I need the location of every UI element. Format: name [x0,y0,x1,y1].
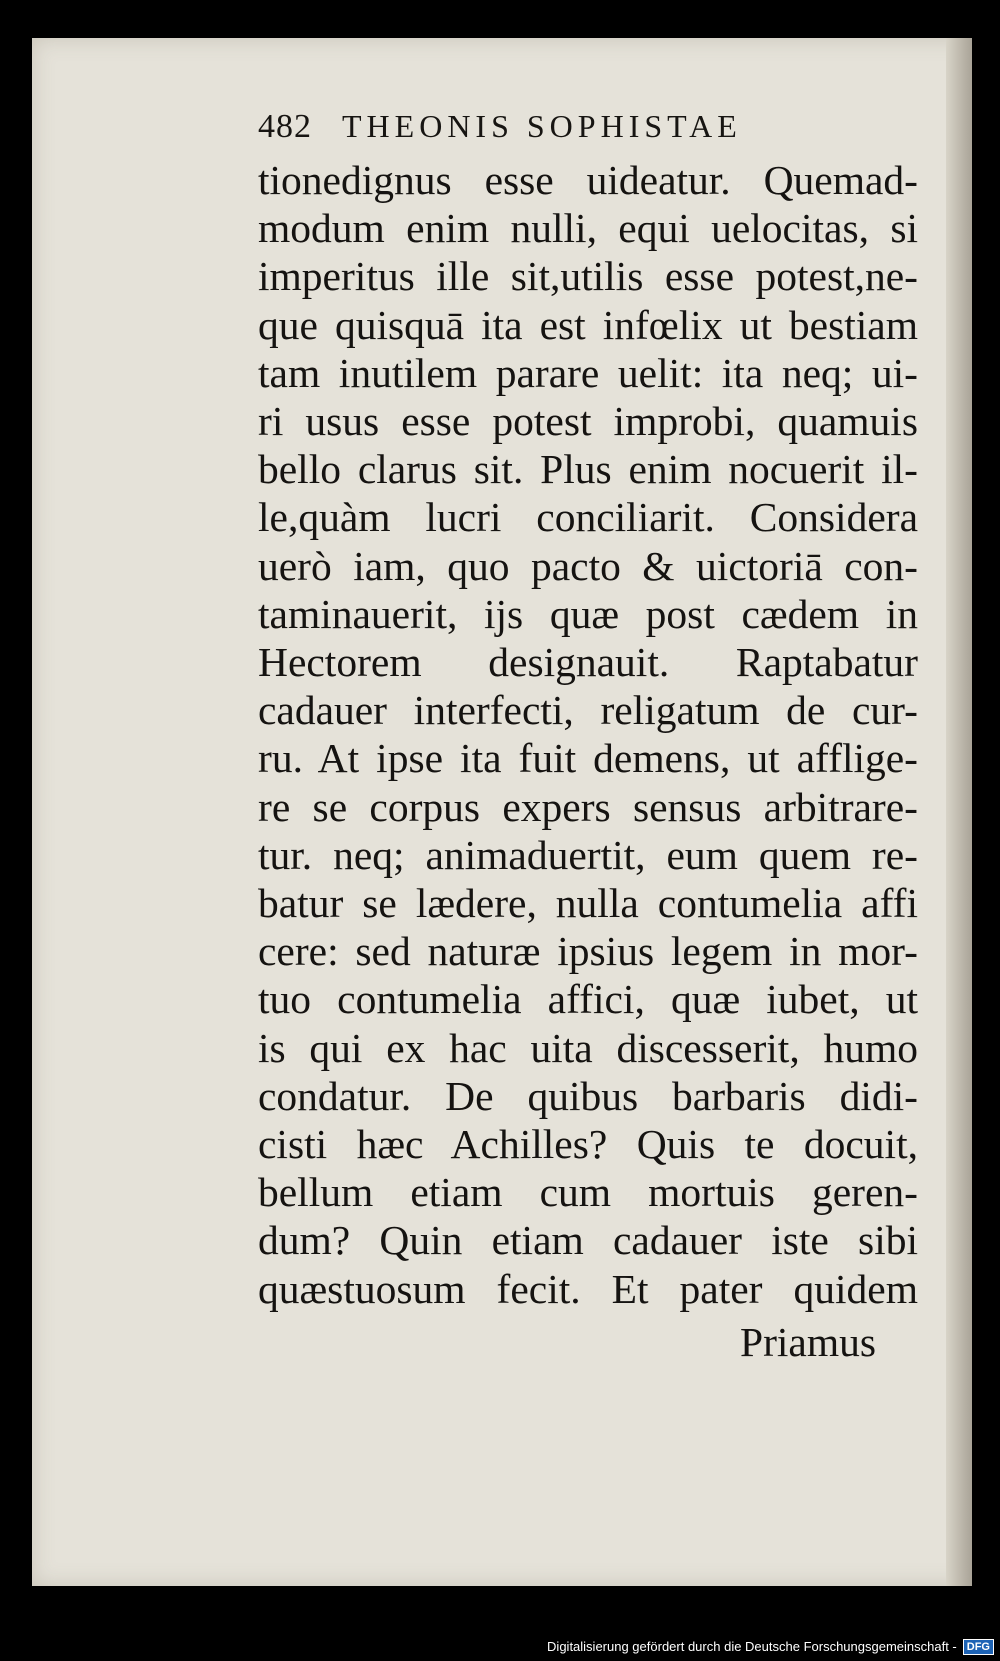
page-edge-shadow [946,38,972,1586]
running-title: THEONIS SOPHISTAE [342,108,742,144]
text-line: quæstuosum fecit. Et pater quidem [258,1265,918,1312]
text-line: re se corpus expers sensus arbitrare- [258,783,918,830]
body-text [258,156,918,1313]
text-line: bellum etiam cum mortuis geren- [258,1169,918,1216]
text-line: tur. neq; animaduertit, eum quem re- [258,831,918,878]
text-line: ru. At ipse ita fuit demens, ut afflige- [258,735,918,782]
text-line: Hectorem designauit. Raptabatur [258,639,918,686]
text-line: tam inutilem parare uelit: ita neq; ui- [258,349,918,396]
text-line: is qui ex hac uita discesserit, humo [258,1024,918,1071]
text-line: batur se lædere, nulla contumelia affi [258,880,918,927]
text-line: que quisquā ita est infœlix ut bestiam [258,301,918,348]
text-line: dum? Quin etiam cadauer iste sibi [258,1217,918,1264]
text-line: cisti hæc Achilles? Quis te docuit, [258,1121,918,1168]
text-line: uerò iam, quo pacto & uictoriā con- [258,542,918,589]
funding-note: Digitalisierung gefördert durch die Deutsche Forschungsgemeinschaft - [547,1639,957,1654]
text-line: taminauerit, ijs quæ post cædem in [258,590,918,637]
text-line: le,quàm lucri conciliarit. Considera [258,494,918,541]
text-line: tionedignus esse uideatur. Quemad- [258,157,918,203]
text-line: modum enim nulli, equi uelocitas, si [258,205,918,252]
text-line: ri usus esse potest improbi, quamuis [258,398,918,445]
text-line: bello clarus sit. Plus enim nocuerit il- [258,446,918,493]
footer-bar [0,1632,994,1661]
catchword: Priamus [740,1319,877,1365]
dfg-logo: DFG [963,1639,994,1655]
text-line: cere: sed naturæ ipsius legem in mor- [258,928,918,975]
page-number: 482 [258,108,312,145]
text-line: imperitus ille sit,utilis esse potest,ne- [258,253,918,300]
running-header [258,108,742,150]
text-line: condatur. De quibus barbaris didi- [258,1072,918,1119]
text-line: tuo contumelia affici, quæ iubet, ut [258,976,918,1023]
text-line: cadauer interfecti, religatum de cur- [258,687,918,734]
